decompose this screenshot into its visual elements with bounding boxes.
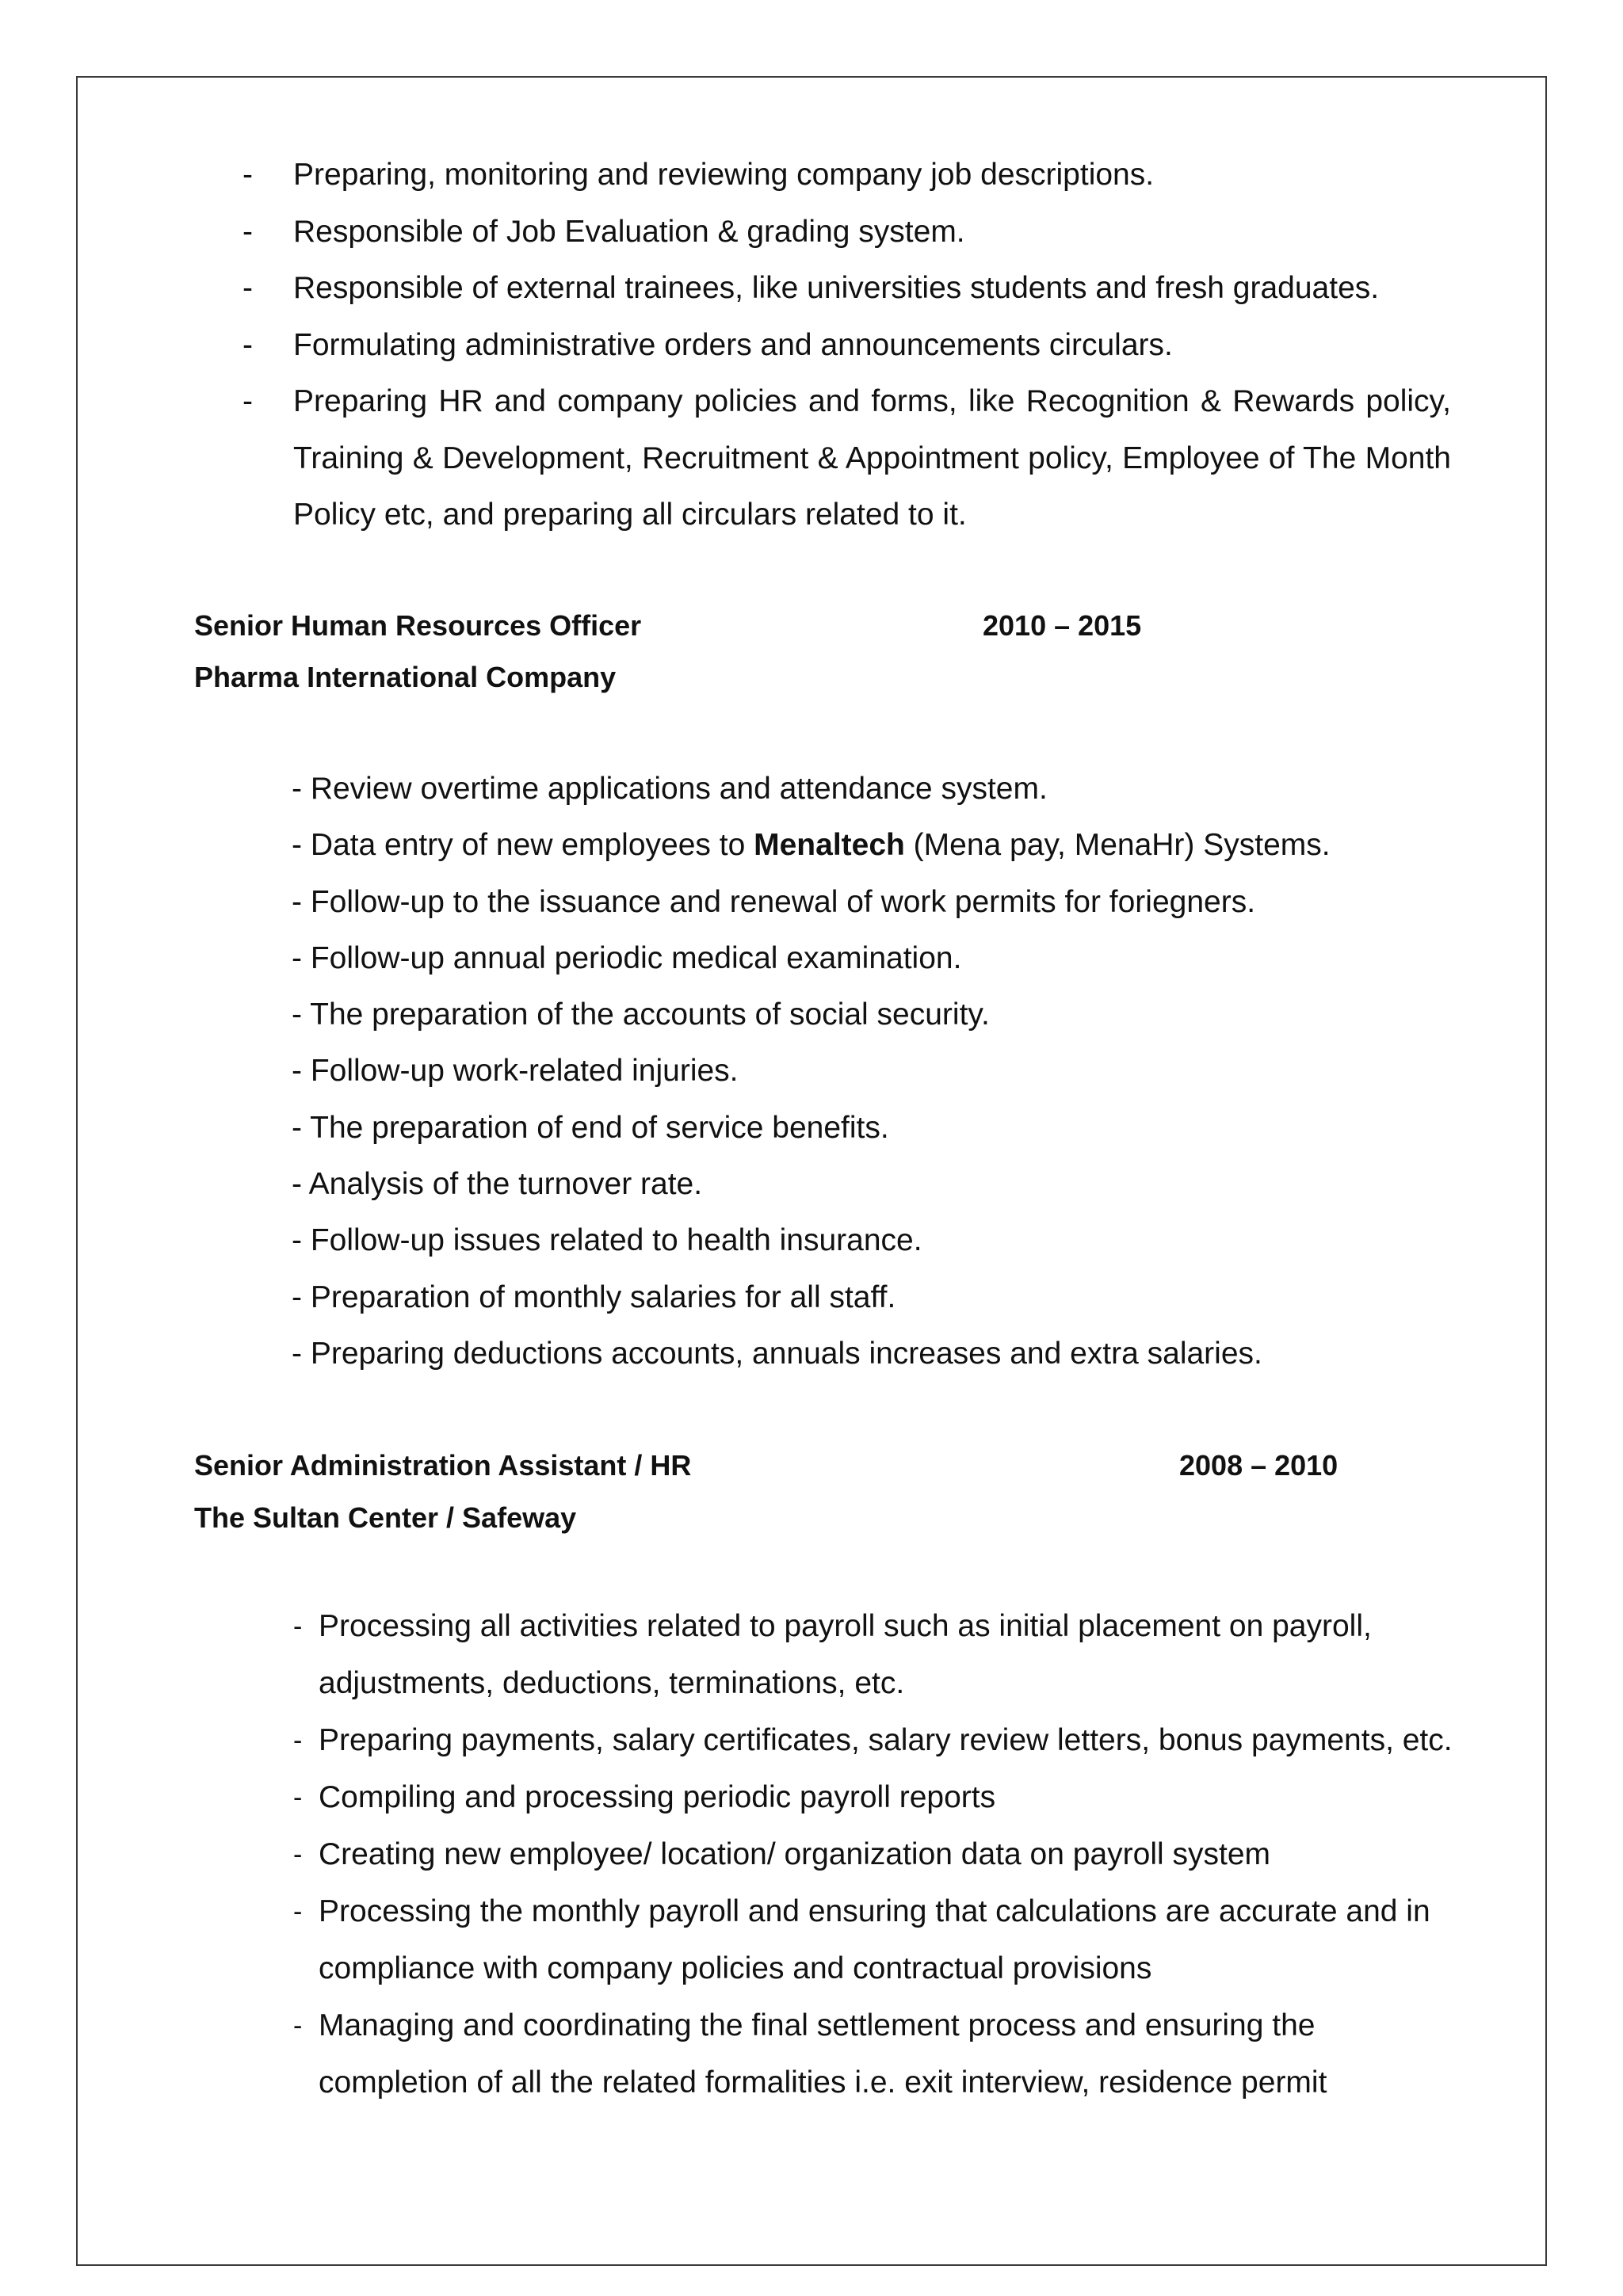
list-item xyxy=(293,1826,1458,1883)
dash-bullet: - xyxy=(242,384,253,418)
list-item xyxy=(293,1598,1458,1712)
list-item-text: Preparing payments, salary certificates, salary review letters, bonus payments, etc. xyxy=(319,1723,1453,1757)
list-item-text: (Mena pay, MenaHr) Systems. xyxy=(904,828,1331,863)
list-item-text: Preparing, monitoring and reviewing company job descriptions. xyxy=(293,158,1155,192)
list-item-text: Managing and coordinating the final settlement process and ensuring the completion of all the related formalities i.e. exit interview, residence permit xyxy=(319,2008,1327,2100)
dash-bullet: - xyxy=(293,1840,303,1870)
company-name: Pharma International Company xyxy=(194,661,617,693)
job1-duties-list xyxy=(292,761,1449,1382)
list-item: - Preparation of monthly salaries for all staff. xyxy=(292,1280,896,1314)
dash-bullet: - xyxy=(293,1726,303,1756)
list-item xyxy=(242,317,1451,374)
list-item xyxy=(242,260,1451,317)
list-item xyxy=(293,1997,1458,2111)
job-dates: 2010 – 2015 xyxy=(983,609,1142,642)
list-item-text: Formulating administrative orders and announcements circulars. xyxy=(293,327,1173,362)
job-title: Senior Human Resources Officer xyxy=(194,609,642,642)
list-item-text: Processing the monthly payroll and ensuring that calculations are accurate and in compliance with company policies and contractual provisions xyxy=(319,1894,1430,1985)
list-item xyxy=(242,147,1451,204)
list-item xyxy=(242,204,1451,261)
list-item xyxy=(293,1883,1458,1997)
dash-bullet: - xyxy=(293,1897,303,1927)
list-item: - Analysis of the turnover rate. xyxy=(292,1167,703,1202)
list-item: - Follow-up issues related to health insurance. xyxy=(292,1223,922,1258)
list-item xyxy=(242,373,1451,543)
dash-bullet: - xyxy=(293,1783,303,1813)
list-item-text: Compiling and processing periodic payroll reports xyxy=(319,1780,996,1814)
list-item: - Follow-up annual periodic medical examination. xyxy=(292,940,962,975)
company-name: The Sultan Center / Safeway xyxy=(194,1501,577,1534)
list-item-text: Creating new employee/ location/ organization data on payroll system xyxy=(319,1837,1271,1871)
list-item: - The preparation of end of service benefits. xyxy=(292,1110,889,1145)
job2-duties-list xyxy=(293,1598,1458,2111)
dash-bullet: - xyxy=(242,271,253,305)
list-item: - Review overtime applications and attendance system. xyxy=(292,772,1048,806)
dash-bullet: - xyxy=(242,327,253,362)
list-item: - The preparation of the accounts of social security. xyxy=(292,997,990,1032)
intro-duties-list xyxy=(242,147,1451,543)
system-name-bold: Menaltech xyxy=(754,828,905,863)
list-item-text: Responsible of Job Evaluation & grading system. xyxy=(293,214,965,249)
dash-bullet: - xyxy=(293,1611,303,1642)
list-item xyxy=(292,817,1449,873)
list-item-text: Preparing HR and company policies and forms, like Recognition & Rewards policy, Training & Development, Recruitment & Appointment policy, Employee of The Month Policy etc, and preparing all circulars related to it. xyxy=(293,384,1451,532)
dash-bullet: - xyxy=(293,2011,303,2041)
list-item: - Follow-up to the issuance and renewal of work permits for foriegners. xyxy=(292,884,1256,919)
job-title: Senior Administration Assistant / HR xyxy=(194,1449,692,1482)
list-item xyxy=(293,1712,1458,1769)
list-item: - Follow-up work-related injuries. xyxy=(292,1054,739,1089)
list-item-text: Responsible of external trainees, like universities students and fresh graduates. xyxy=(293,271,1380,305)
list-item xyxy=(293,1769,1458,1826)
dash-bullet: - xyxy=(242,158,253,192)
dash-bullet: - xyxy=(242,214,253,249)
job-dates: 2008 – 2010 xyxy=(1179,1449,1338,1482)
list-item-text: - Data entry of new employees to xyxy=(292,828,754,863)
list-item-text: Processing all activities related to payroll such as initial placement on payroll, adjustments, deductions, terminations, etc. xyxy=(319,1609,1372,1700)
list-item: - Preparing deductions accounts, annuals increases and extra salaries. xyxy=(292,1336,1262,1371)
